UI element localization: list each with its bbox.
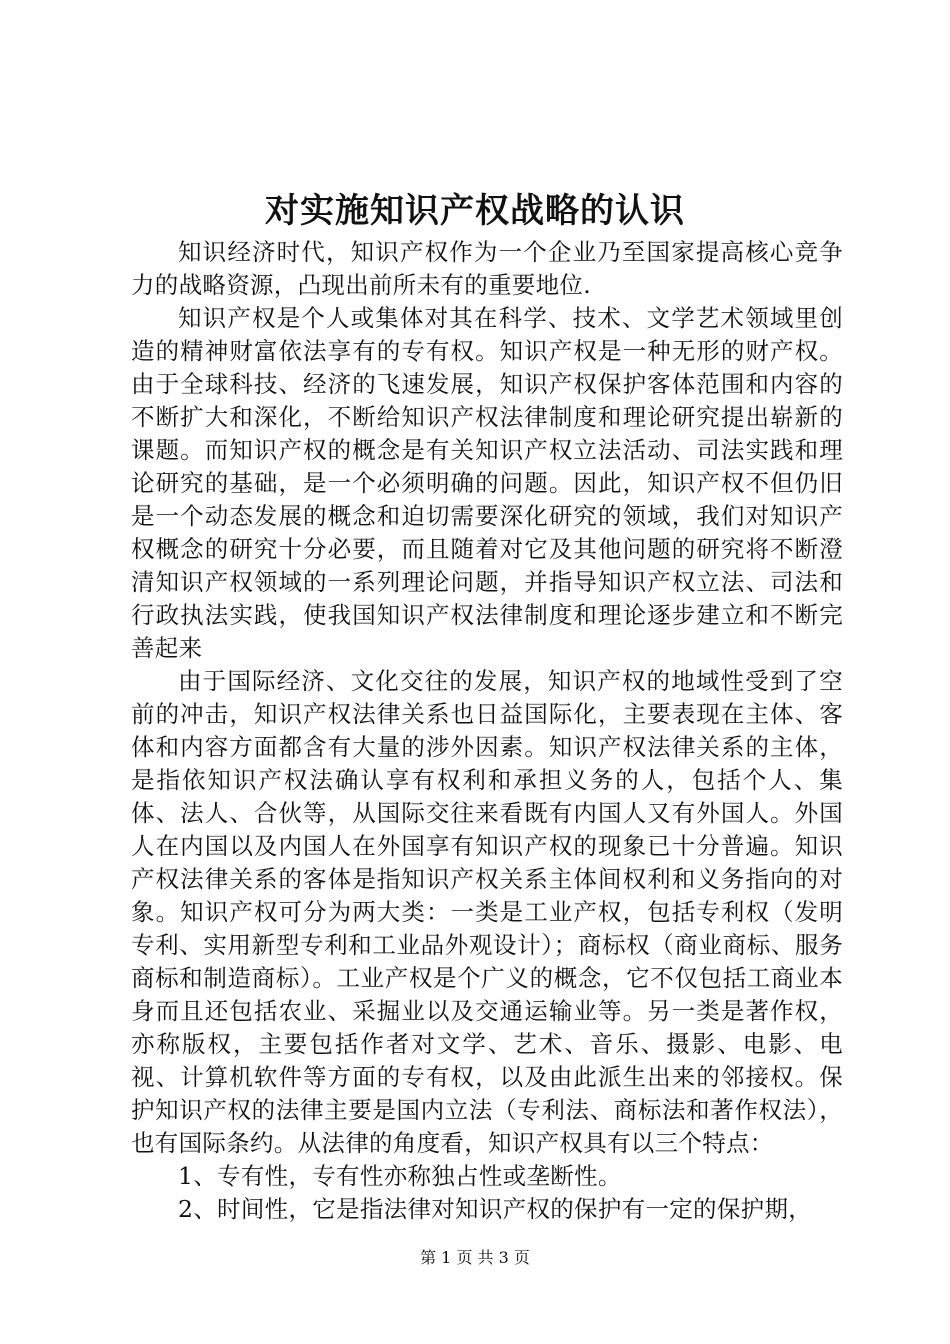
paragraph-internationalization: 由于国际经济、文化交往的发展，知识产权的地域性受到了空前的冲击，知识产权法律关系也日益国际化，主要表现在主体、客体和内容方面都含有大量的涉外因素。知识产权法律关系的主体，是指依知识产权法确认享有权利和承担义务的人，包括个人、集体、法人、合伙等，从国际交往来看既有内国人又有外国人。外国人在内国以及内国人在外国享有知识产权的现象已十分普遍。知识产权法律关系的客体是指知识产权关系主体间权利和义务指向的对象。知识产权可分为两大类：一类是工业产权，包括专利权（发明专利、实用新型专利和工业品外观设计）；商标权（商业商标、服务商标和制造商标）。工业产权是个广义的概念，它不仅包括工商业本身而且还包括农业、采掘业以及交通运输业等。另一类是著作权，亦称版权，主要包括作者对文学、艺术、音乐、摄影、电影、电视、计算机软件等方面的专有权，以及由此派生出来的邻接权。保护知识产权的法律主要是国内立法（专利法、商标法和著作权法），也有国际条约。从法律的角度看，知识产权具有以三个特点：	[131, 667, 843, 1157]
paragraph-feature-temporality: 2、时间性，它是指法律对知识产权的保护有一定的保护期，	[178, 1195, 813, 1223]
document-title: 对实施知识产权战略的认识	[265, 191, 685, 231]
document-body	[131, 236, 843, 1226]
paragraph-definition: 知识产权是个人或集体对其在科学、技术、文学艺术领域里创造的精神财富依法享有的专有权。知识产权是一种无形的财产权。由于全球科技、经济的飞速发展，知识产权保护客体范围和内容的不断扩大和深化，不断给知识产权法律制度和理论研究提出崭新的课题。而知识产权的概念是有关知识产权立法活动、司法实践和理论研究的基础，是一个必须明确的问题。因此，知识产权不但仍旧是一个动态发展的概念和迫切需要深化研究的领域，我们对知识产权概念的研究十分必要，而且随着对它及其他问题的研究将不断澄清知识产权领域的一系列理论问题，并指导知识产权立法、司法和行政执法实践，使我国知识产权法律制度和理论逐步建立和不断完善起来	[131, 304, 843, 662]
paragraph-feature-exclusivity: 1、专有性，专有性亦称独占性或垄断性。	[178, 1162, 622, 1190]
paragraph-intro: 知识经济时代，知识产权作为一个企业乃至国家提高核心竞争力的战略资源，凸现出前所未有的重要地位.	[131, 238, 843, 299]
page-footer: 第 1 页 共 3 页	[420, 1248, 530, 1267]
